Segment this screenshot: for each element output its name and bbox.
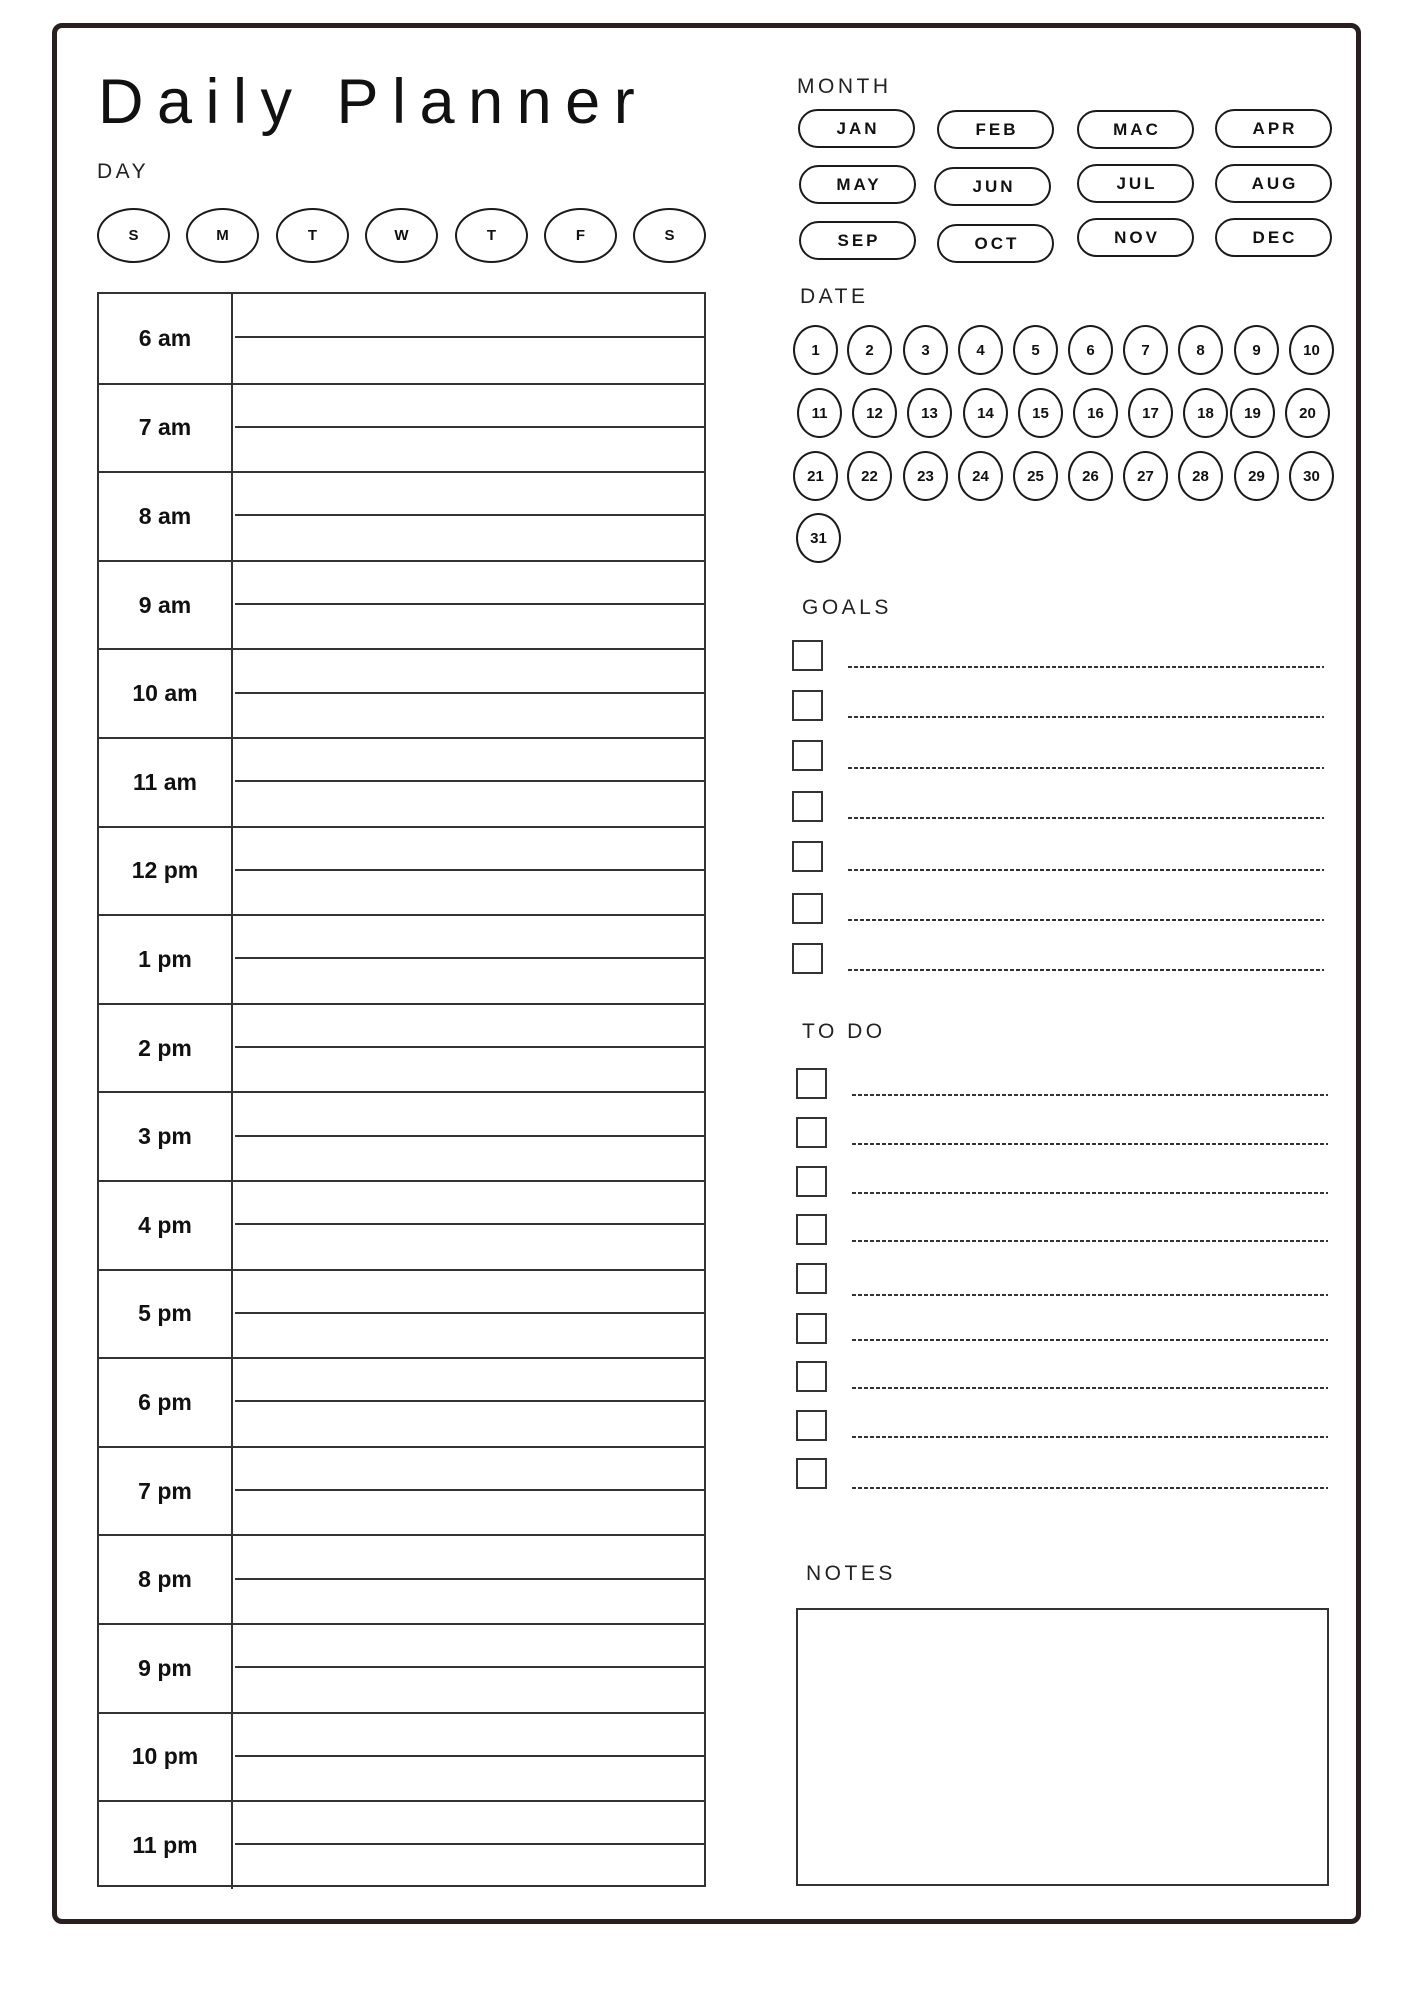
hour-slot-second-half[interactable] [235, 605, 704, 648]
goal-entry-line[interactable] [848, 767, 1324, 769]
notes-label: NOTES [806, 1562, 896, 1585]
todo-entry-line[interactable] [852, 1192, 1328, 1194]
hour-slot-first-half[interactable] [235, 650, 704, 693]
todo-checkbox[interactable] [796, 1361, 827, 1392]
date-option-5[interactable]: 5 [1013, 325, 1058, 375]
day-option-tuesday[interactable]: T [276, 208, 349, 263]
hour-slot-first-half[interactable] [235, 1536, 704, 1579]
hour-row [99, 383, 704, 472]
todo-entry-line[interactable] [852, 1339, 1328, 1341]
goal-checkbox[interactable] [792, 791, 823, 822]
notes-area[interactable] [796, 1608, 1329, 1886]
hour-slot-second-half[interactable] [235, 1668, 704, 1711]
hour-slot-second-half[interactable] [235, 428, 704, 471]
hour-slot-second-half[interactable] [235, 782, 704, 825]
day-label: DAY [97, 160, 150, 183]
date-option-19[interactable]: 19 [1230, 388, 1275, 438]
hour-slot-first-half[interactable] [235, 739, 704, 782]
goal-item [792, 943, 1332, 974]
todo-checkbox[interactable] [796, 1166, 827, 1197]
todo-entry-line[interactable] [852, 1240, 1328, 1242]
date-option-29[interactable]: 29 [1234, 451, 1279, 501]
todo-item [796, 1166, 1336, 1197]
hour-slot-second-half[interactable] [235, 1137, 704, 1180]
hour-label: 1 pm [99, 916, 233, 1003]
day-option-saturday[interactable]: S [633, 208, 706, 263]
date-option-25[interactable]: 25 [1013, 451, 1058, 501]
hourly-schedule [97, 292, 706, 1887]
hour-label: 7 pm [99, 1448, 233, 1535]
hour-label: 9 pm [99, 1625, 233, 1712]
date-option-11[interactable]: 11 [797, 388, 842, 438]
date-option-18[interactable]: 18 [1183, 388, 1228, 438]
hour-label: 11 am [99, 739, 233, 826]
day-option-friday[interactable]: F [544, 208, 617, 263]
hour-slot-first-half[interactable] [235, 385, 704, 428]
goal-entry-line[interactable] [848, 919, 1324, 921]
hour-slot-first-half[interactable] [235, 1802, 704, 1845]
hour-row [99, 294, 704, 383]
date-option-30[interactable]: 30 [1289, 451, 1334, 501]
hour-row [99, 1534, 704, 1623]
goal-checkbox[interactable] [792, 943, 823, 974]
hour-row [99, 471, 704, 560]
hour-row [99, 914, 704, 1003]
hour-label: 7 am [99, 385, 233, 472]
todo-item [796, 1214, 1336, 1245]
month-option-jun[interactable]: JUN [934, 167, 1051, 206]
hour-row [99, 1091, 704, 1180]
todo-entry-line[interactable] [852, 1487, 1328, 1489]
hour-slot-first-half[interactable] [235, 1093, 704, 1136]
hour-slot-first-half[interactable] [235, 473, 704, 516]
day-option-sunday[interactable]: S [97, 208, 170, 263]
hour-label: 8 pm [99, 1536, 233, 1623]
hour-label: 12 pm [99, 828, 233, 915]
month-option-nov[interactable]: NOV [1077, 218, 1194, 257]
month-option-apr[interactable]: APR [1215, 109, 1332, 148]
goal-item [792, 841, 1332, 872]
hour-label: 6 am [99, 294, 233, 383]
date-option-2[interactable]: 2 [847, 325, 892, 375]
todo-checkbox[interactable] [796, 1313, 827, 1344]
hour-label: 11 pm [99, 1802, 233, 1889]
date-option-28[interactable]: 28 [1178, 451, 1223, 501]
hour-label: 8 am [99, 473, 233, 560]
date-option-16[interactable]: 16 [1073, 388, 1118, 438]
hour-row [99, 1712, 704, 1801]
hour-slot-second-half[interactable] [235, 694, 704, 737]
todo-checkbox[interactable] [796, 1458, 827, 1489]
hour-row [99, 560, 704, 649]
day-option-wednesday[interactable]: W [365, 208, 438, 263]
hour-label: 10 pm [99, 1714, 233, 1801]
date-option-14[interactable]: 14 [963, 388, 1008, 438]
hour-slot-first-half[interactable] [235, 562, 704, 605]
day-option-thursday[interactable]: T [455, 208, 528, 263]
hour-row [99, 1269, 704, 1358]
date-option-22[interactable]: 22 [847, 451, 892, 501]
month-option-feb[interactable]: FEB [937, 110, 1054, 149]
goals-label: GOALS [802, 596, 892, 619]
goal-item [792, 740, 1332, 771]
goal-item [792, 690, 1332, 721]
goal-checkbox[interactable] [792, 740, 823, 771]
hour-slot-first-half[interactable] [235, 1625, 704, 1668]
goal-entry-line[interactable] [848, 969, 1324, 971]
todo-entry-line[interactable] [852, 1294, 1328, 1296]
date-option-27[interactable]: 27 [1123, 451, 1168, 501]
goal-checkbox[interactable] [792, 841, 823, 872]
hour-label: 6 pm [99, 1359, 233, 1446]
hour-slot-first-half[interactable] [235, 916, 704, 959]
hour-row [99, 1800, 704, 1889]
date-option-15[interactable]: 15 [1018, 388, 1063, 438]
todo-item [796, 1313, 1336, 1344]
hour-slot-second-half[interactable] [235, 516, 704, 559]
day-option-monday[interactable]: M [186, 208, 259, 263]
hour-row [99, 1623, 704, 1712]
month-option-oct[interactable]: OCT [937, 224, 1054, 263]
hour-slot-first-half[interactable] [235, 1448, 704, 1491]
date-option-20[interactable]: 20 [1285, 388, 1330, 438]
hour-slot-second-half[interactable] [235, 1048, 704, 1091]
date-option-3[interactable]: 3 [903, 325, 948, 375]
date-option-31[interactable]: 31 [796, 513, 841, 563]
goal-entry-line[interactable] [848, 869, 1324, 871]
hour-row [99, 648, 704, 737]
date-option-4[interactable]: 4 [958, 325, 1003, 375]
goal-item [792, 640, 1332, 671]
hour-slot-first-half[interactable] [235, 828, 704, 871]
hour-row [99, 737, 704, 826]
hour-row [99, 826, 704, 915]
hour-slot-first-half[interactable] [235, 1271, 704, 1314]
todo-entry-line[interactable] [852, 1094, 1328, 1096]
goal-checkbox[interactable] [792, 690, 823, 721]
hour-row [99, 1180, 704, 1269]
todo-item [796, 1117, 1336, 1148]
date-option-21[interactable]: 21 [793, 451, 838, 501]
hour-label: 4 pm [99, 1182, 233, 1269]
todo-checkbox[interactable] [796, 1068, 827, 1099]
hour-slot-second-half[interactable] [235, 1757, 704, 1800]
month-option-mac[interactable]: MAC [1077, 110, 1194, 149]
date-option-1[interactable]: 1 [793, 325, 838, 375]
page-title: Daily Planner [98, 67, 649, 137]
hour-label: 10 am [99, 650, 233, 737]
hour-slot-second-half[interactable] [235, 1314, 704, 1357]
todo-item [796, 1361, 1336, 1392]
date-option-10[interactable]: 10 [1289, 325, 1334, 375]
todo-checkbox[interactable] [796, 1117, 827, 1148]
goal-entry-line[interactable] [848, 716, 1324, 718]
hour-slot-second-half[interactable] [235, 1225, 704, 1268]
todo-item [796, 1458, 1336, 1489]
hour-slot-second-half[interactable] [235, 871, 704, 914]
hour-slot-first-half[interactable] [235, 1359, 704, 1402]
month-option-dec[interactable]: DEC [1215, 218, 1332, 257]
date-option-24[interactable]: 24 [958, 451, 1003, 501]
date-option-8[interactable]: 8 [1178, 325, 1223, 375]
hour-slot-second-half[interactable] [235, 338, 704, 382]
date-option-17[interactable]: 17 [1128, 388, 1173, 438]
todo-item [796, 1068, 1336, 1099]
hour-slot-second-half[interactable] [235, 1402, 704, 1445]
hour-slot-second-half[interactable] [235, 1845, 704, 1888]
hour-label: 3 pm [99, 1093, 233, 1180]
goal-entry-line[interactable] [848, 666, 1324, 668]
todo-item [796, 1263, 1336, 1294]
month-option-aug[interactable]: AUG [1215, 164, 1332, 203]
goal-item [792, 893, 1332, 924]
todo-entry-line[interactable] [852, 1387, 1328, 1389]
date-option-12[interactable]: 12 [852, 388, 897, 438]
todo-checkbox[interactable] [796, 1263, 827, 1294]
hour-slot-second-half[interactable] [235, 959, 704, 1002]
hour-slot-first-half[interactable] [235, 294, 704, 338]
month-label: MONTH [797, 75, 892, 98]
todo-checkbox[interactable] [796, 1410, 827, 1441]
date-option-26[interactable]: 26 [1068, 451, 1113, 501]
hour-slot-first-half[interactable] [235, 1714, 704, 1757]
month-option-sep[interactable]: SEP [799, 221, 916, 260]
todo-checkbox[interactable] [796, 1214, 827, 1245]
goal-item [792, 791, 1332, 822]
hour-slot-second-half[interactable] [235, 1491, 704, 1534]
goal-checkbox[interactable] [792, 893, 823, 924]
hour-label: 5 pm [99, 1271, 233, 1358]
date-option-9[interactable]: 9 [1234, 325, 1279, 375]
date-option-13[interactable]: 13 [907, 388, 952, 438]
hour-slot-first-half[interactable] [235, 1005, 704, 1048]
month-option-may[interactable]: MAY [799, 165, 916, 204]
goal-entry-line[interactable] [848, 817, 1324, 819]
date-option-23[interactable]: 23 [903, 451, 948, 501]
hour-row [99, 1357, 704, 1446]
date-label: DATE [800, 285, 869, 308]
todo-entry-line[interactable] [852, 1436, 1328, 1438]
hour-row [99, 1446, 704, 1535]
hour-slot-second-half[interactable] [235, 1580, 704, 1623]
hour-slot-first-half[interactable] [235, 1182, 704, 1225]
goal-checkbox[interactable] [792, 640, 823, 671]
date-option-6[interactable]: 6 [1068, 325, 1113, 375]
todo-entry-line[interactable] [852, 1143, 1328, 1145]
date-option-7[interactable]: 7 [1123, 325, 1168, 375]
hour-label: 2 pm [99, 1005, 233, 1092]
month-option-jan[interactable]: JAN [798, 109, 915, 148]
hour-row [99, 1003, 704, 1092]
month-option-jul[interactable]: JUL [1077, 164, 1194, 203]
todo-item [796, 1410, 1336, 1441]
todo-label: TO DO [802, 1020, 886, 1043]
hour-label: 9 am [99, 562, 233, 649]
